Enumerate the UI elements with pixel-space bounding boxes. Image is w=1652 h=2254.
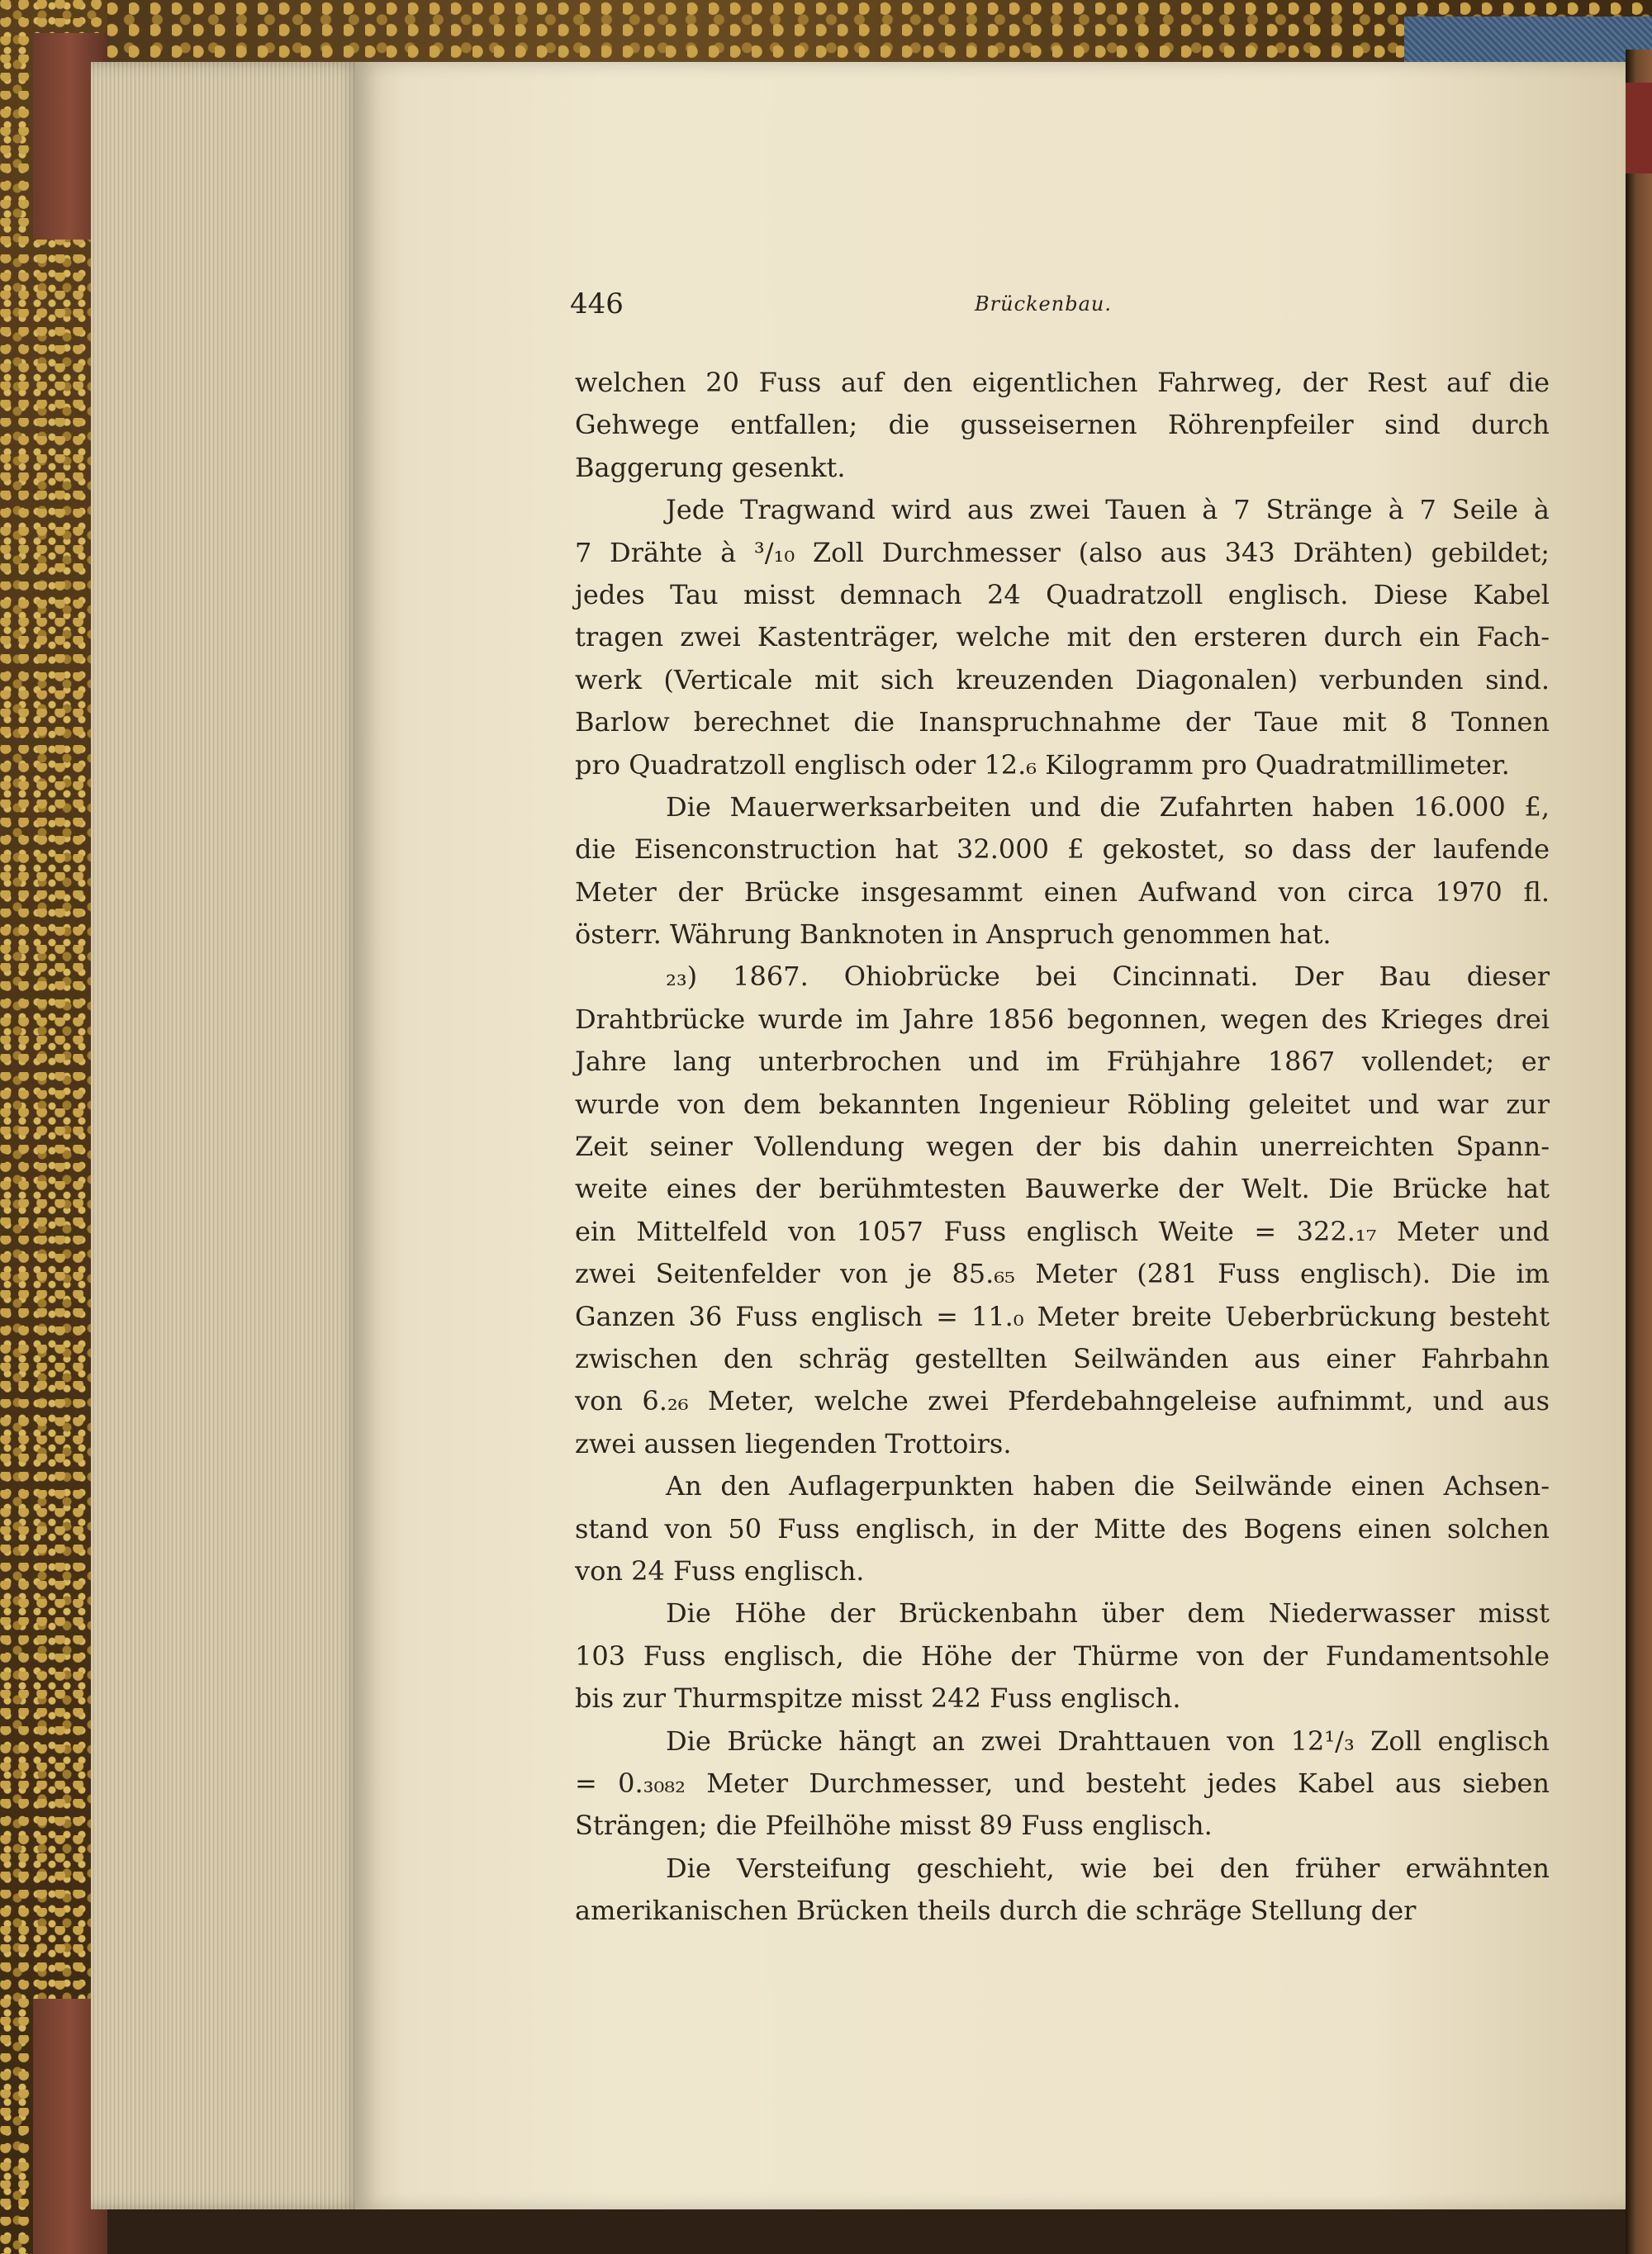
text-line: Drahtbrücke wurde im Jahre 1856 begonnen, wegen des Krieges drei <box>575 1003 1550 1035</box>
text-line: Die Höhe der Brückenbahn über dem Niederwasser misst <box>666 1597 1550 1630</box>
text-line: Zeit seiner Vollendung wegen der bis dahin unerreichten Spann- <box>575 1131 1550 1163</box>
text-line: Die Mauerwerksarbeiten und die Zufahrten haben 16.000 £, <box>666 790 1550 823</box>
marbled-cover-top <box>0 0 1652 66</box>
paragraph <box>575 1848 1550 1933</box>
text-line: Strängen; die Pfeilhöhe misst 89 Fuss englisch. <box>575 1810 1213 1842</box>
text-line: Baggerung gesenkt. <box>575 451 846 483</box>
page-header <box>570 287 1528 329</box>
page-edges <box>91 62 363 2209</box>
paragraph <box>575 1592 1550 1720</box>
text-line: ₂₃) 1867. Ohiobrücke bei Cincinnati. Der Bau dieser <box>666 961 1550 993</box>
text-line: Ganzen 36 Fuss englisch = 11.₀ Meter breite Ueberbrückung besteht <box>575 1300 1550 1332</box>
body-text <box>575 362 1550 1932</box>
text-line: Jede Tragwand wird aus zwei Tauen à 7 Stränge à 7 Seile à <box>666 494 1550 526</box>
text-line: Die Versteifung geschieht, wie bei den früher erwähnten <box>666 1852 1550 1884</box>
text-line: zwei aussen liegenden Trottoirs. <box>575 1427 1012 1459</box>
text-line: von 6.₂₆ Meter, welche zwei Pferdebahngeleise aufnimmt, und aus <box>575 1385 1550 1417</box>
text-line: jedes Tau misst demnach 24 Quadratzoll englisch. Diese Kabel <box>575 578 1550 610</box>
page-number: 446 <box>570 287 624 320</box>
text-line: zwei Seitenfelder von je 85.₆₅ Meter (281 Fuss englisch). Die im <box>575 1258 1550 1290</box>
text-line: wurde von dem bekannten Ingenieur Röbling geleitet und war zur <box>575 1088 1550 1120</box>
text-line: 7 Drähte à ³/₁₀ Zoll Durchmesser (also aus 343 Drähten) gebildet; <box>575 536 1550 568</box>
text-line: An den Auflagerpunkten haben die Seilwände einen Achsen- <box>666 1470 1550 1502</box>
text-line: = 0.₃₀₈₂ Meter Durchmesser, und besteht jedes Kabel aus sieben <box>575 1767 1550 1799</box>
text-line: 103 Fuss englisch, die Höhe der Thürme von der Fundamentsohle <box>575 1639 1550 1672</box>
text-line: von 24 Fuss englisch. <box>575 1554 865 1587</box>
paragraph <box>575 489 1550 786</box>
text-line: stand von 50 Fuss englisch, in der Mitte des Bogens einen solchen <box>575 1512 1550 1545</box>
paragraph <box>575 1720 1550 1848</box>
text-line: die Eisenconstruction hat 32.000 £ gekostet, so dass der laufende <box>575 833 1550 866</box>
paragraph <box>575 956 1550 1465</box>
paragraph <box>575 1465 1550 1592</box>
next-page-edge <box>1626 50 1652 2254</box>
text-line: Jahre lang unterbrochen und im Frühjahre 1867 vollendet; er <box>575 1046 1550 1078</box>
text-line: Gehwege entfallen; die gusseisernen Röhrenpfeiler sind durch <box>575 409 1550 441</box>
running-title: Brückenbau. <box>975 292 1112 316</box>
text-line: österr. Währung Banknoten in Anspruch genommen hat. <box>575 918 1332 951</box>
text-line: Die Brücke hängt an zwei Drahttauen von 12¹/₃ Zoll englisch <box>666 1725 1550 1757</box>
text-line: pro Quadratzoll englisch oder 12.₆ Kilogramm pro Quadratmillimeter. <box>575 748 1510 781</box>
text-line: ein Mittelfeld von 1057 Fuss englisch Weite = 322.₁₇ Meter und <box>575 1215 1550 1247</box>
text-line: weite eines der berühmtesten Bauwerke der Welt. Die Brücke hat <box>575 1173 1550 1205</box>
text-line: Barlow berechnet die Inanspruchnahme der Taue mit 8 Tonnen <box>575 706 1550 738</box>
text-line: bis zur Thurmspitze misst 242 Fuss englisch. <box>575 1682 1181 1715</box>
bookmark-band <box>1626 83 1652 173</box>
cloth-binding <box>1404 17 1652 66</box>
paragraph <box>575 362 1550 489</box>
text-line: werk (Verticale mit sich kreuzenden Diagonalen) verbunden sind. <box>575 663 1550 695</box>
text-line: zwischen den schräg gestellten Seilwänden aus einer Fahrbahn <box>575 1342 1550 1374</box>
text-line: Meter der Brücke insgesammt einen Aufwand von circa 1970 fl. <box>575 876 1550 908</box>
paragraph <box>575 786 1550 956</box>
text-line: welchen 20 Fuss auf den eigentlichen Fahrweg, der Rest auf die <box>575 367 1550 398</box>
text-line: amerikanischen Brücken theils durch die schräge Stellung der <box>575 1895 1417 1927</box>
text-line: tragen zwei Kastenträger, welche mit den ersteren durch ein Fach- <box>575 621 1550 653</box>
